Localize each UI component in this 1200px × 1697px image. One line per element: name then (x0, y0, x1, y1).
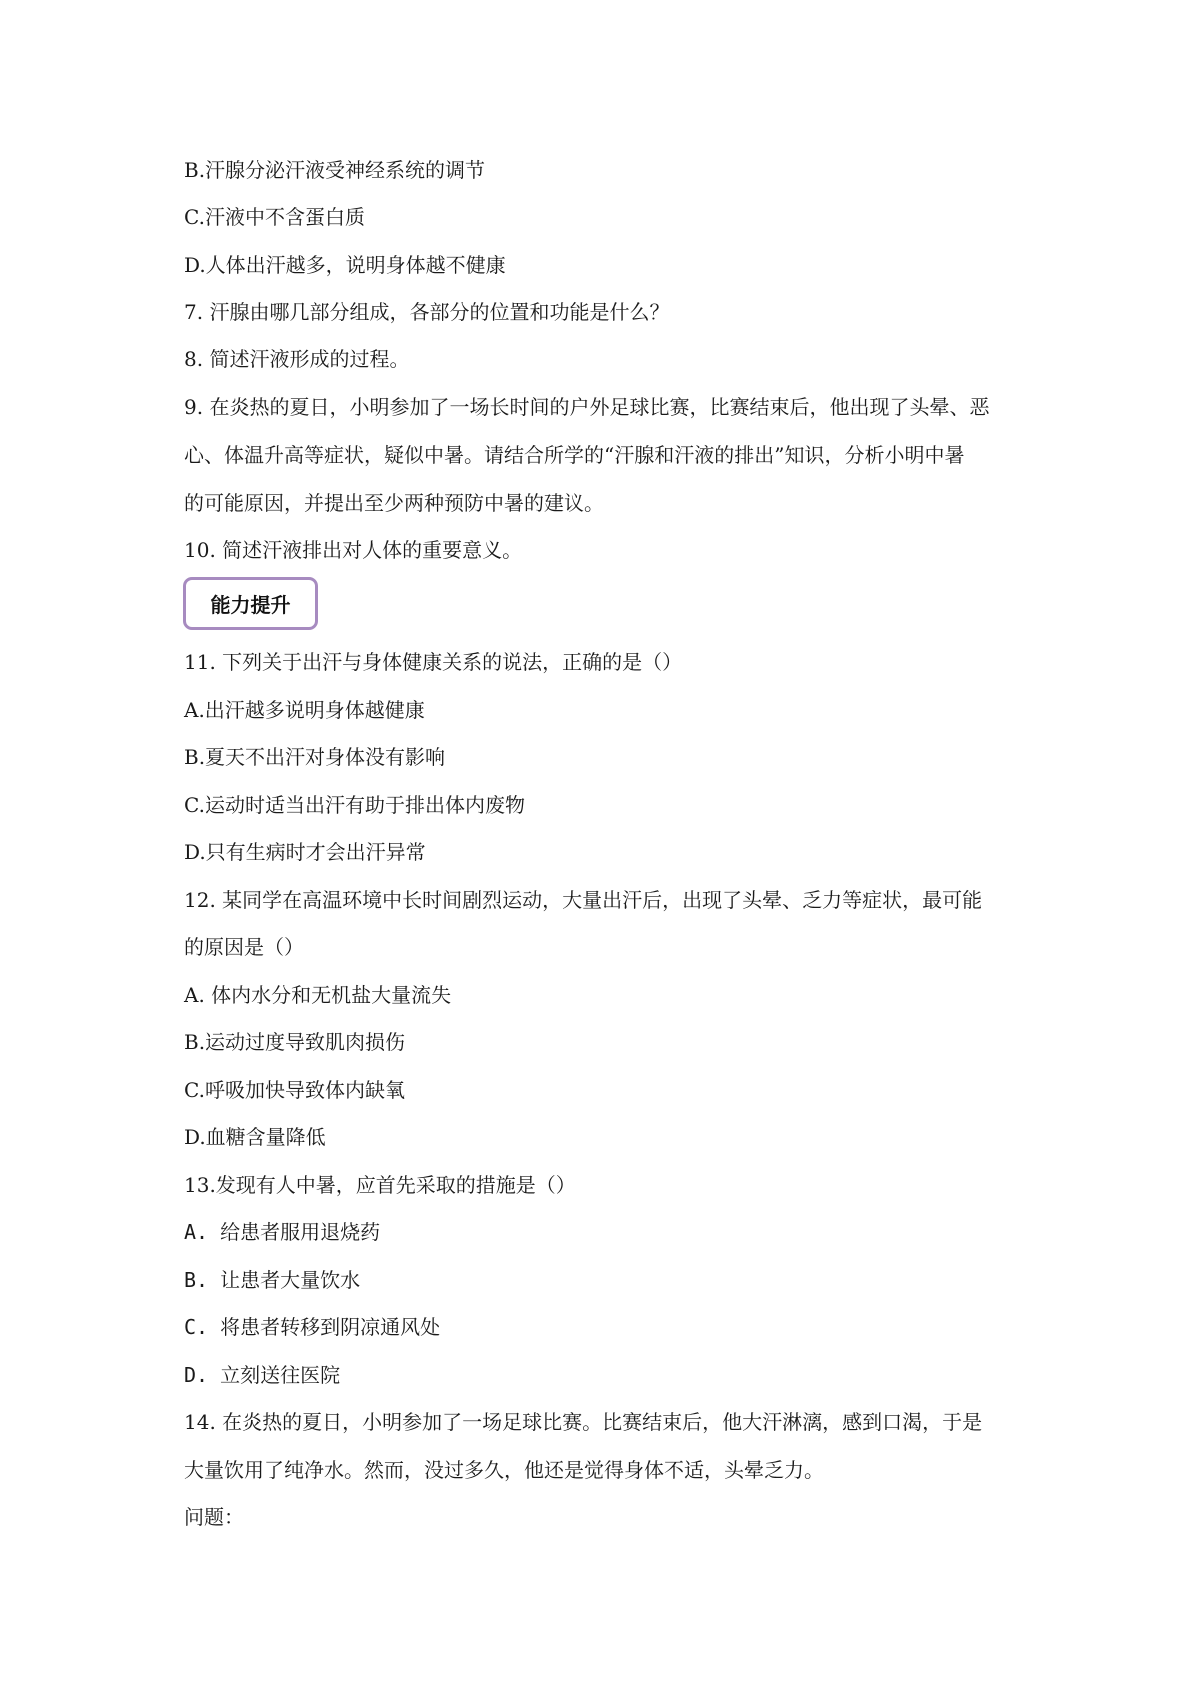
option-6d: D.人体出汗越多，说明身体越不健康 (184, 253, 506, 277)
option-13c: C. 将患者转移到阴凉通风处 (184, 1315, 441, 1339)
option-13d: D. 立刻送往医院 (184, 1363, 341, 1387)
question-12-line-2: 的原因是（） (184, 935, 304, 959)
question-11: 11. 下列关于出汗与身体健康关系的说法，正确的是（） (184, 650, 683, 674)
option-11a: A.出汗越多说明身体越健康 (184, 698, 425, 722)
option-12c: C.呼吸加快导致体内缺氧 (184, 1078, 405, 1102)
question-13: 13.发现有人中暑，应首先采取的措施是（） (184, 1173, 576, 1197)
question-8: 8. 简述汗液形成的过程。 (184, 347, 410, 371)
question-14-prompt: 问题： (184, 1505, 244, 1529)
question-9-line-2: 心、体温升高等症状，疑似中暑。请结合所学的“汗腺和汗液的排出”知识，分析小明中暑 (184, 443, 965, 467)
option-12d: D.血糖含量降低 (184, 1125, 326, 1149)
question-10: 10. 简述汗液排出对人体的重要意义。 (184, 538, 523, 562)
option-11b: B.夏天不出汗对身体没有影响 (184, 745, 446, 769)
option-11c: C.运动时适当出汗有助于排出体内废物 (184, 793, 525, 817)
question-14-line-2: 大量饮用了纯净水。然而，没过多久，他还是觉得身体不适，头晕乏力。 (184, 1458, 824, 1482)
option-12a: A. 体内水分和无机盐大量流失 (184, 983, 452, 1007)
option-12b: B.运动过度导致肌肉损伤 (184, 1030, 406, 1054)
question-12-line-1: 12. 某同学在高温环境中长时间剧烈运动，大量出汗后，出现了头晕、乏力等症状，最可能 (184, 888, 983, 912)
option-13b: B. 让患者大量饮水 (184, 1268, 361, 1292)
question-7: 7. 汗腺由哪几部分组成，各部分的位置和功能是什么？ (184, 300, 670, 324)
option-6c: C.汗液中不含蛋白质 (184, 205, 365, 229)
option-6b: B.汗腺分泌汗液受神经系统的调节 (184, 158, 486, 182)
option-11d: D.只有生病时才会出汗异常 (184, 840, 426, 864)
section-heading: 能力提升 (183, 577, 318, 630)
question-9-line-3: 的可能原因，并提出至少两种预防中暑的建议。 (184, 491, 604, 515)
question-9-line-1: 9. 在炎热的夏日，小明参加了一场长时间的户外足球比赛，比赛结束后，他出现了头晕、恶 (184, 395, 990, 419)
question-14-line-1: 14. 在炎热的夏日，小明参加了一场足球比赛。比赛结束后，他大汗淋漓，感到口渴，于是 (184, 1410, 983, 1434)
option-13a: A. 给患者服用退烧药 (184, 1220, 381, 1244)
